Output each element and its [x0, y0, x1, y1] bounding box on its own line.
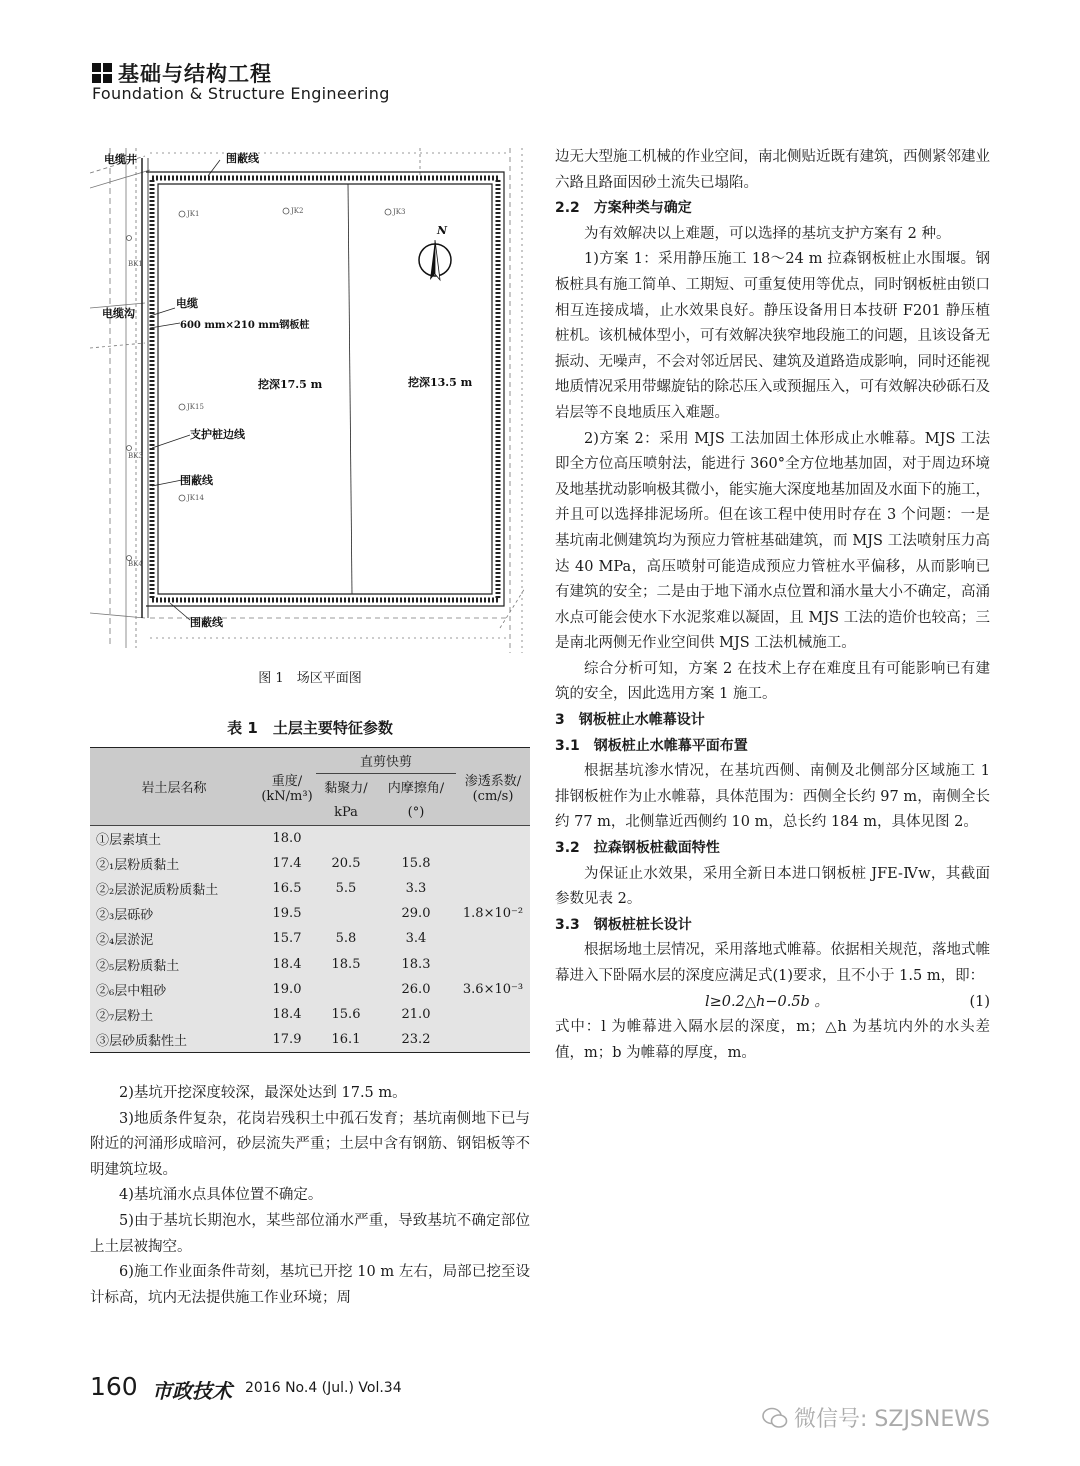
- cell-perm: [456, 826, 530, 851]
- header-density: 重度/ (kN/m³): [258, 748, 316, 826]
- label-sheet-pile: 600 mm×210 mm钢板桩: [180, 320, 310, 331]
- cell-friction: 23.2: [376, 1027, 456, 1052]
- paragraph: 根据基坑渗水情况，在基坑西侧、南侧及北侧部分区域施工 1 排钢板桩作为止水帷幕，具体范围为：西侧全长约 97 m，南侧全长约 77 m，北侧靠近西侧约 10 m，总长约 184 m，具体见图 2。: [555, 763, 990, 831]
- cell-density: 19.0: [258, 977, 316, 1002]
- table-row: [90, 901, 530, 926]
- cell-name: ②₅层粉质黏土: [90, 951, 258, 976]
- cell-name: ③层砂质黏性土: [90, 1027, 258, 1052]
- label-cable-well: 电缆井: [104, 153, 137, 166]
- label-depth-west: 挖深17.5 m: [258, 378, 323, 391]
- cell-perm: [456, 1027, 530, 1052]
- header-cohesion-unit: kPa: [316, 800, 376, 826]
- cell-density: 18.4: [258, 1002, 316, 1027]
- right-column-text: [555, 145, 990, 1066]
- section-heading: 3.2 拉森钢板桩截面特性: [555, 840, 720, 857]
- section-title: 基础与结构工程: [118, 62, 272, 86]
- paragraph: 综合分析可知，方案 2 在技术上存在难度且有可能影响已有建筑的安全，因此选用方案 1 施工。: [555, 660, 990, 703]
- cell-density: 19.5: [258, 901, 316, 926]
- label-bk4: BK4: [128, 560, 143, 568]
- equation-number: (1): [969, 993, 990, 1010]
- paragraph: 根据场地土层情况，采用落地式帷幕。依据相关规范，落地式帷幕进入下卧隔水层的深度应满足式(1)要求，且不小于 1.5 m，即：: [555, 942, 990, 984]
- label-bk3: BK3: [128, 452, 143, 460]
- left-column-text: [90, 1081, 530, 1311]
- cell-cohesion: [316, 826, 376, 851]
- equation: [555, 990, 990, 1016]
- watermark-text: 微信号: SZJSNEWS: [794, 1407, 990, 1432]
- label-enclosure-top: 围蔽线: [226, 152, 259, 165]
- label-enclosure-bottom: 围蔽线: [190, 616, 223, 629]
- table-row: [90, 1002, 530, 1027]
- paragraph: 边无大型施工机械的作业空间，南北侧贴近既有建筑，西侧紧邻建业六路且路面因砂土流失已塌陷。: [555, 149, 990, 191]
- table-row: [90, 951, 530, 976]
- table-row: [90, 851, 530, 876]
- cell-density: 17.9: [258, 1027, 316, 1052]
- cell-perm: [456, 926, 530, 951]
- page-number: 160: [90, 1372, 138, 1401]
- cell-friction: 21.0: [376, 1002, 456, 1027]
- section-heading: 2.2 方案种类与确定: [555, 200, 692, 217]
- header-cohesion: 黏聚力/: [316, 774, 376, 800]
- label-enclosure-mid: 围蔽线: [180, 474, 213, 487]
- cell-friction: 18.3: [376, 951, 456, 976]
- cell-perm: [456, 876, 530, 901]
- table-row: [90, 1027, 530, 1052]
- site-plan-figure: [90, 148, 530, 653]
- paragraph: 2)基坑开挖深度较深，最深处达到 17.5 m。: [119, 1085, 407, 1101]
- header-permeability: 渗透系数/ (cm/s): [456, 748, 530, 826]
- wechat-icon: [762, 1407, 788, 1429]
- cell-perm: [456, 851, 530, 876]
- cell-density: 16.5: [258, 876, 316, 901]
- cell-density: 17.4: [258, 851, 316, 876]
- header-friction: 内摩擦角/: [376, 774, 456, 800]
- north-arrow-icon: [419, 240, 451, 280]
- cell-friction: 26.0: [376, 977, 456, 1002]
- cell-friction: 3.3: [376, 876, 456, 901]
- label-jk2: JK2: [291, 207, 304, 215]
- cell-name: ①层素填土: [90, 826, 258, 851]
- section-heading: 3.3 钢板桩桩长设计: [555, 916, 692, 933]
- paragraph: 式中：l 为帷幕进入隔水层的深度，m；△h 为基坑内外的水头差值，m；b 为帷幕的厚度，m。: [555, 1019, 990, 1061]
- cell-name: ②₃层砾砂: [90, 901, 258, 926]
- label-support-line: 支护桩边线: [190, 428, 245, 441]
- cell-name: ②₇层粉土: [90, 1002, 258, 1027]
- label-jk14: JK14: [187, 494, 204, 502]
- cell-cohesion: 15.6: [316, 1002, 376, 1027]
- wechat-watermark: [762, 1402, 990, 1433]
- figure-caption: 图 1 场区平面图: [258, 671, 362, 686]
- label-jk1: JK1: [187, 210, 200, 218]
- cell-friction: 3.4: [376, 926, 456, 951]
- paragraph: 2)方案 2：采用 MJS 工法加固土体形成止水帷幕。MJS 工法即全方位高压喷射法，能进行 360°全方位地基加固，对于周边环境及地基扰动影响极其微小，能实施大深度地基加固及水面下的施工，并且可以选择排泥场所。但在该工程中使用时存在 3 个问题：一是基坑南北侧建筑均为预应力管桩基础建筑，而 MJS 工法喷射压力高达 40 MPa，高压喷射可能造成预应力管桩水平偏移，从而影响已有建筑的安全；二是由于地下涌水点位置和涌水量大小不确定，高涌水点可能会使水下水泥浆难以凝固，且 MJS 工法的造价也较高；三是南北两侧无作业空间供 MJS 工法机械施工。: [555, 430, 990, 652]
- cell-density: 15.7: [258, 926, 316, 951]
- equation-body: l≥0.2△h−0.5b 。: [705, 993, 829, 1010]
- cell-cohesion: [316, 901, 376, 926]
- table-row: [90, 876, 530, 901]
- journal-issue: 2016 No.4 (Jul.) Vol.34: [245, 1380, 402, 1396]
- cell-cohesion: 16.1: [316, 1027, 376, 1052]
- label-jk3: JK3: [393, 208, 406, 216]
- paragraph: 为有效解决以上难题，可以选择的基坑支护方案有 2 种。: [584, 225, 951, 242]
- cell-density: 18.4: [258, 951, 316, 976]
- cell-cohesion: 5.5: [316, 876, 376, 901]
- section-heading: 3 钢板桩止水帷幕设计: [555, 712, 705, 729]
- section-subtitle: Foundation & Structure Engineering: [92, 84, 390, 103]
- cell-perm: [456, 1002, 530, 1027]
- cell-cohesion: 5.8: [316, 926, 376, 951]
- cell-name: ②₄层淤泥: [90, 926, 258, 951]
- label-cable-trench: 电缆沟: [102, 307, 135, 320]
- cell-name: ②₂层淤泥质粉质黏土: [90, 876, 258, 901]
- cell-cohesion: 18.5: [316, 951, 376, 976]
- journal-name: 市政技术: [152, 1379, 232, 1403]
- cell-friction: [376, 826, 456, 851]
- paragraph: 3)地质条件复杂，花岗岩残积土中孤石发育；基坑南侧地下已与附近的河涌形成暗河，砂层流失严重；土层中含有钢筋、钢铝板等不明建筑垃圾。: [90, 1110, 530, 1178]
- site-plan-drawing: [90, 148, 530, 653]
- table-row: [90, 977, 530, 1002]
- table-row: [90, 826, 530, 851]
- cell-cohesion: [316, 977, 376, 1002]
- cell-name: ②₁层粉质黏土: [90, 851, 258, 876]
- label-depth-east: 挖深13.5 m: [408, 376, 473, 389]
- paragraph: 1)方案 1：采用静压施工 18～24 m 拉森钢板桩止水围堰。钢板桩具有施工简单、工期短、可重复使用等优点，同时钢板桩由锁口相互连接成墙，止水效果良好。静压设备用日本技研 F201 静压植桩机。该机械体型小，可有效解决狭窄地段施工的问题，且该设备无振动、无噪声，不会对邻近居民、建筑及道路造成影响，同时还能视地质情况采用带螺旋钻的除芯压入或预掘压入，可有效解决砂砾石及岩层等不良地质压入难题。: [555, 251, 990, 421]
- header-square-icon: [92, 63, 112, 83]
- header-friction-unit: (°): [376, 800, 456, 826]
- label-jk15: JK15: [187, 403, 204, 411]
- cell-friction: 15.8: [376, 851, 456, 876]
- cell-friction: 29.0: [376, 901, 456, 926]
- soil-parameters-table: [90, 747, 530, 1053]
- label-bk1: BK1: [128, 260, 143, 268]
- paragraph: 5)由于基坑长期泡水，某些部位涌水严重，导致基坑不确定部位上土层被掏空。: [90, 1212, 530, 1255]
- header-name: 岩土层名称: [90, 748, 258, 826]
- cell-perm: 3.6×10⁻³: [456, 977, 530, 1002]
- cell-perm: [456, 951, 530, 976]
- table-title: 表 1 土层主要特征参数: [227, 719, 393, 737]
- label-cable: 电缆: [176, 297, 198, 310]
- paragraph: 为保证止水效果，采用全新日本进口钢板桩 JFE-Ⅳw，其截面参数见表 2。: [555, 865, 990, 908]
- cell-cohesion: 20.5: [316, 851, 376, 876]
- label-north: N: [437, 224, 448, 237]
- cell-density: 18.0: [258, 826, 316, 851]
- paragraph: 4)基坑涌水点具体位置不确定。: [119, 1187, 323, 1204]
- paragraph: 6)施工作业面条件苛刻，基坑已开挖 10 m 左右，局部已挖至设计标高，坑内无法提供施工作业环境；周: [90, 1264, 530, 1306]
- cell-perm: 1.8×10⁻²: [456, 901, 530, 926]
- cell-name: ②₆层中粗砂: [90, 977, 258, 1002]
- section-heading: 3.1 钢板桩止水帷幕平面布置: [555, 737, 748, 754]
- table-row: [90, 926, 530, 951]
- header-direct-shear: 直剪快剪: [316, 748, 456, 774]
